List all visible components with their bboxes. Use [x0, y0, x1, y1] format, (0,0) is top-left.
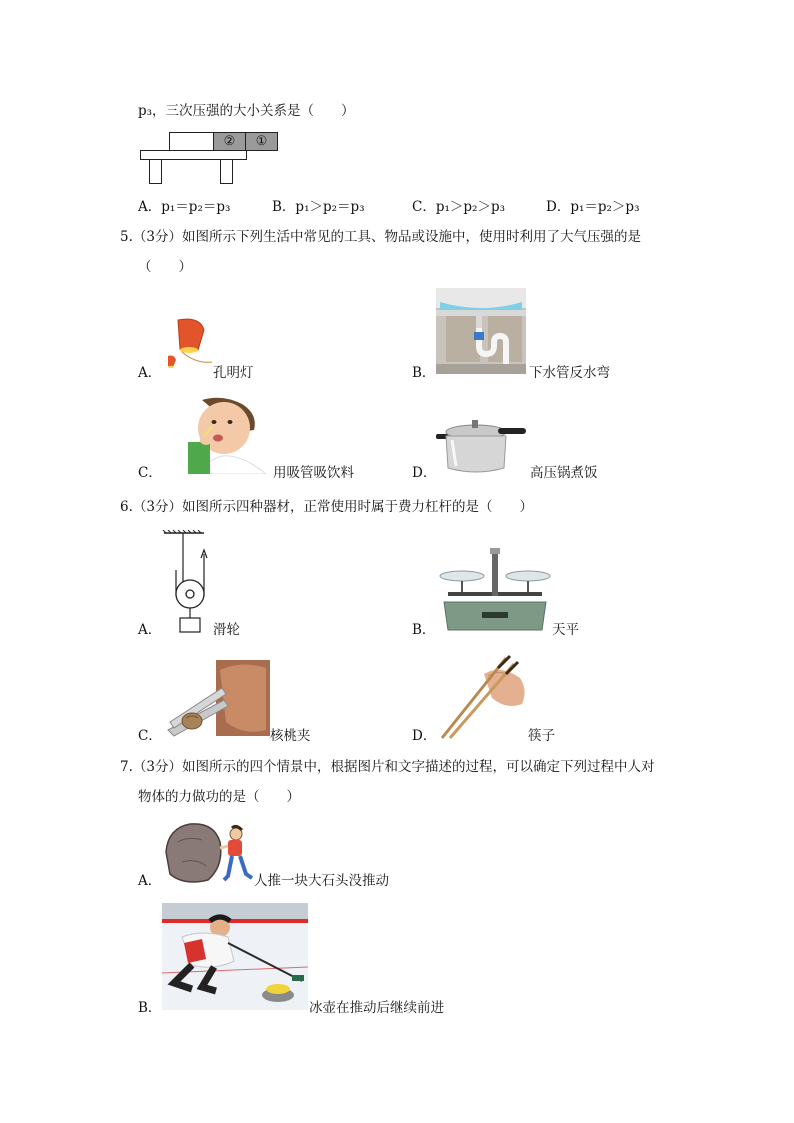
q5-stem-line1: 5.（3分）如图所示下列生活中常见的工具、物品或设施中，使用时利用了大气压强的是: [120, 229, 641, 245]
q7-option-a-caption: 人推一块大石头没推动: [254, 873, 389, 889]
q6-option-b-letter: B．: [412, 622, 436, 638]
q5-option-b-letter: B．: [412, 365, 436, 381]
table-leg-left: [149, 159, 162, 184]
brick-label-1: ①: [245, 132, 278, 151]
q5-option-c-caption: 用吸管吸饮料: [273, 465, 354, 481]
q7-option-b-caption: 冰壶在推动后继续前进: [309, 1000, 444, 1016]
q7-option-b-letter: B．: [138, 1000, 162, 1016]
q7-stem-line1: 7.（3分）如图所示的四个情景中，根据图片和文字描述的过程，可以确定下列过程中人对: [120, 759, 655, 775]
q5-option-b-caption: 下水管反水弯: [529, 365, 610, 381]
q4-stem-tail: p₃，三次压强的大小关系是（ ）: [138, 103, 355, 119]
q5-option-a-caption: 孔明灯: [213, 365, 254, 381]
q7-stem-line2: 物体的力做功的是（ ）: [138, 789, 300, 805]
q5-option-a-letter: A．: [138, 365, 162, 381]
q6-option-d-caption: 筷子: [528, 728, 555, 744]
q4-option-b: B．p₁＞p₂＝p₃: [272, 199, 365, 215]
q6-option-c-letter: C．: [138, 728, 162, 744]
pulley-image: [162, 530, 218, 634]
q5-option-d-letter: D．: [412, 465, 437, 481]
sky-lantern-image: [160, 316, 216, 378]
q6-option-b-caption: 天平: [552, 622, 579, 638]
q4-option-c: C．p₁＞p₂＞p₃: [412, 199, 506, 215]
brick-label-2: ②: [213, 132, 246, 151]
q6-option-a-letter: A．: [138, 622, 162, 638]
q4-option-d: D．p₁＝p₂＞p₃: [546, 199, 640, 215]
drinking-straw-image: [162, 396, 270, 474]
q5-option-c-letter: C．: [138, 465, 162, 481]
pushing-rock-image: [162, 822, 256, 886]
pressure-cooker-image: [436, 418, 528, 476]
drain-trap-image: [436, 288, 526, 374]
balance-scale-image: [438, 548, 552, 634]
q6-option-c-caption: 核桃夹: [270, 728, 311, 744]
q7-option-a-letter: A．: [138, 873, 162, 889]
brick-top-left: [169, 132, 214, 151]
curling-image: [162, 903, 308, 1010]
q6-option-d-letter: D．: [412, 728, 437, 744]
q6-option-a-caption: 滑轮: [213, 622, 240, 638]
chopsticks-image: [440, 654, 528, 740]
nutcracker-image: [162, 660, 270, 742]
q5-stem-line2: （ ）: [138, 259, 192, 275]
q5-option-d-caption: 高压锅煮饭: [530, 465, 598, 481]
q6-stem: 6.（3分）如图所示四种器材，正常使用时属于费力杠杆的是（ ）: [120, 499, 533, 515]
q4-brick-diagram: [140, 132, 280, 184]
q4-option-a: A．p₁＝p₂＝p₃: [138, 199, 231, 215]
table-leg-right: [220, 159, 233, 184]
